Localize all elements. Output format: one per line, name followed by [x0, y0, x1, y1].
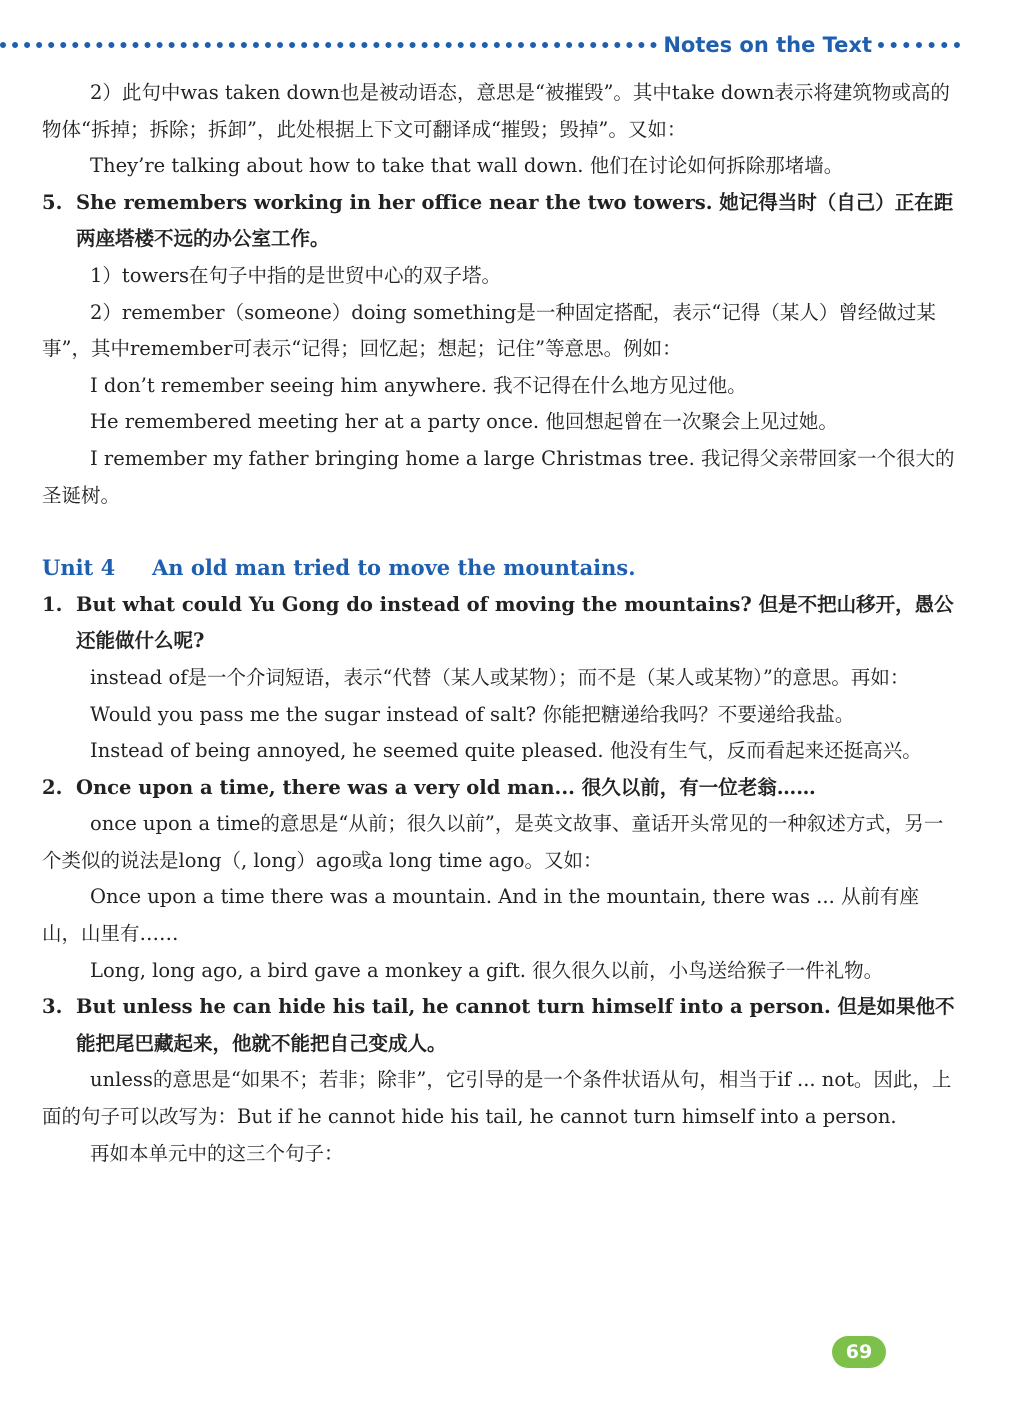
page-body — [42, 75, 957, 1172]
paragraph: once upon a time的意思是“从前；很久以前”，是英文故事、童话开头常见的一种叙述方式，另一个类似的说法是long（, long）ago或a long time ago。又如： — [42, 812, 944, 872]
paragraph: 1）towers在句子中指的是世贸中心的双子塔。 — [90, 263, 502, 287]
paragraph: 2）此句中was taken down也是被动语态，意思是“被摧毁”。其中take down表示将建筑物或高的物体“拆掉；拆除；拆卸”，此处根据上下文可翻译成“摧毁；毁掉”。又如： — [42, 81, 950, 141]
example-sentence: I don’t remember seeing him anywhere. 我不记得在什么地方见过他。 — [90, 373, 747, 397]
header-title: Notes on the Text — [663, 33, 872, 57]
paragraph: 再如本单元中的这三个句子： — [90, 1141, 344, 1165]
dotted-rule-left — [0, 42, 657, 48]
paragraph: 2）remember（someone）doing something是一种固定搭配，表示“记得（某人）曾经做过某事”，其中remember可表示“记得；回忆起；想起；记住”等意思。例如： — [42, 300, 936, 361]
note-number: 1. — [42, 592, 63, 616]
unit-heading — [42, 550, 957, 587]
running-header — [0, 30, 960, 60]
example-sentence: Instead of being annoyed, he seemed quite pleased. 他没有生气，反而看起来还挺高兴。 — [90, 739, 922, 763]
note-number: 2. — [42, 775, 63, 799]
dotted-rule-right — [878, 42, 960, 48]
note-heading-text: Once upon a time, there was a very old man... 很久以前，有一位老翁…… — [76, 775, 816, 799]
example-sentence: I remember my father bringing home a large Christmas tree. 我记得父亲带回家一个很大的圣诞树。 — [42, 446, 955, 507]
example-sentence: Long, long ago, a bird gave a monkey a gift. 很久很久以前，小鸟送给猴子一件礼物。 — [90, 958, 884, 982]
example-sentence: He remembered meeting her at a party once. 他回想起曾在一次聚会上见过她。 — [90, 410, 838, 434]
note-heading-5 — [42, 185, 957, 258]
example-sentence: They’re talking about how to take that wall down. 他们在讨论如何拆除那堵墙。 — [90, 154, 844, 178]
note-heading-text: She remembers working in her office near the two towers. 她记得当时（自己）正在距两座塔楼不远的办公室工作。 — [76, 190, 954, 251]
example-sentence: Once upon a time there was a mountain. And in the mountain, there was ... 从前有座山，山里有…… — [42, 885, 919, 946]
paragraph: unless的意思是“如果不；若非；除非”，它引导的是一个条件状语从句，相当于if ... not。因此，上面的句子可以改写为：But if he cannot hide his tail, he cannot turn himself into a person. — [42, 1068, 952, 1129]
note-heading-3 — [42, 989, 957, 1062]
note-heading-1 — [42, 587, 957, 660]
note-heading-2 — [42, 770, 957, 807]
note-number: 5. — [42, 190, 63, 214]
example-sentence: Would you pass me the sugar instead of salt? 你能把糖递给我吗？不要递给我盐。 — [90, 702, 855, 726]
unit-number: Unit 4 — [42, 555, 116, 581]
paragraph: instead of是一个介词短语，表示“代替（某人或某物）；而不是（某人或某物）”的意思。再如： — [90, 665, 910, 689]
unit-title: An old man tried to move the mountains. — [152, 555, 636, 581]
note-heading-text: But what could Yu Gong do instead of moving the mountains? 但是不把山移开，愚公还能做什么呢? — [76, 592, 954, 653]
page-number-badge: 69 — [832, 1336, 886, 1368]
note-heading-text: But unless he can hide his tail, he cannot turn himself into a person. 但是如果他不能把尾巴藏起来，他就不能把自己变成人。 — [76, 995, 955, 1055]
note-number: 3. — [42, 995, 63, 1019]
